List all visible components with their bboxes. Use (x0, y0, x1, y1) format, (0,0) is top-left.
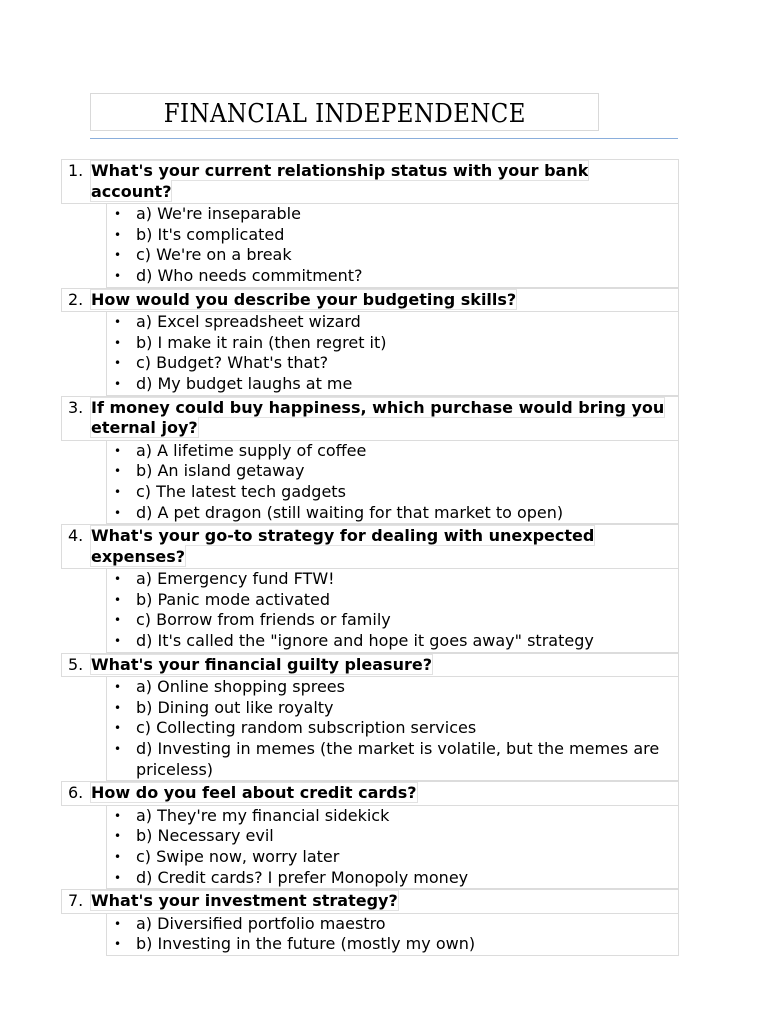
question-2 (61, 288, 679, 396)
question-header (61, 159, 679, 204)
answer-option: • d) A pet dragon (still waiting for that market to open) (114, 502, 564, 522)
bullet-icon: • (114, 592, 122, 607)
question-text: How do you feel about credit cards? (91, 783, 417, 803)
answer-option: • c) The latest tech gadgets (114, 481, 346, 501)
answer-options (106, 441, 679, 524)
answer-option: • d) Who needs commitment? (114, 265, 363, 285)
question-number: 3. (68, 397, 84, 417)
question-header (61, 781, 679, 806)
question-text: What's your financial guilty pleasure? (91, 654, 432, 674)
answer-options (106, 806, 679, 889)
title-box (90, 93, 599, 131)
answer-option: • c) Budget? What's that? (114, 353, 329, 373)
page-title: FINANCIAL INDEPENDENCE (163, 99, 526, 129)
bullet-icon: • (114, 680, 122, 695)
question-7 (61, 889, 679, 956)
question-number: 5. (68, 654, 84, 674)
question-text: What's your investment strategy? (91, 891, 398, 911)
bullet-icon: • (114, 634, 122, 649)
answer-options (106, 569, 679, 652)
answer-option: • b) It's complicated (114, 224, 285, 244)
answer-option: • d) My budget laughs at me (114, 373, 353, 393)
bullet-icon: • (114, 721, 122, 736)
bullet-icon: • (114, 376, 122, 391)
answer-option: • b) Investing in the future (mostly my own) (114, 934, 476, 954)
bullet-icon: • (114, 700, 122, 715)
answer-option: • c) We're on a break (114, 245, 292, 265)
question-number: 7. (68, 891, 84, 911)
answer-options (106, 914, 679, 956)
bullet-icon: • (114, 335, 122, 350)
bullet-icon: • (114, 227, 122, 242)
answer-options (106, 677, 679, 781)
question-header (61, 653, 679, 678)
answer-option: • a) Excel spreadsheet wizard (114, 312, 361, 332)
bullet-icon: • (114, 268, 122, 283)
question-6 (61, 781, 679, 889)
question-number: 6. (68, 783, 84, 803)
bullet-icon: • (114, 464, 122, 479)
bullet-icon: • (114, 315, 122, 330)
question-number: 4. (68, 526, 84, 546)
question-5 (61, 653, 679, 782)
answer-option: • a) Online shopping sprees (114, 677, 345, 697)
bullet-icon: • (114, 742, 122, 757)
answer-option: • d) Credit cards? I prefer Monopoly money (114, 867, 469, 887)
bullet-icon: • (114, 505, 122, 520)
answer-option: • c) Collecting random subscription services (114, 718, 477, 738)
question-header (61, 396, 679, 441)
question-number: 2. (68, 289, 84, 309)
bullet-icon: • (114, 937, 122, 952)
question-text: What's your current relationship status with your bank account? (91, 161, 589, 201)
answer-option: • d) Investing in memes (the market is volatile, but the memes are priceless) (114, 739, 660, 779)
bullet-icon: • (114, 356, 122, 371)
answer-option: • d) It's called the "ignore and hope it goes away" strategy (114, 631, 594, 651)
question-header (61, 889, 679, 914)
answer-option: • b) I make it rain (then regret it) (114, 332, 387, 352)
bullet-icon: • (114, 572, 122, 587)
quiz-list (61, 159, 679, 956)
answer-option: • b) Panic mode activated (114, 589, 331, 609)
answer-option: • a) We're inseparable (114, 204, 301, 224)
question-text: If money could buy happiness, which purchase would bring you eternal joy? (91, 397, 665, 438)
bullet-icon: • (114, 850, 122, 864)
question-text: How would you describe your budgeting skills? (91, 289, 517, 309)
bullet-icon: • (114, 484, 122, 499)
answer-option: • a) Emergency fund FTW! (114, 569, 335, 589)
answer-option: • c) Swipe now, worry later (114, 847, 340, 866)
answer-options (106, 312, 679, 395)
bullet-icon: • (114, 916, 122, 931)
question-number: 1. (68, 161, 84, 180)
answer-option: • b) Dining out like royalty (114, 697, 334, 717)
question-1 (61, 159, 679, 288)
bullet-icon: • (114, 613, 122, 628)
answer-option: • a) They're my financial sidekick (114, 805, 390, 825)
question-header (61, 524, 679, 569)
bullet-icon: • (114, 829, 122, 844)
bullet-icon: • (114, 870, 122, 885)
answer-option: • b) Necessary evil (114, 826, 274, 846)
bullet-icon: • (114, 207, 122, 222)
question-4 (61, 524, 679, 653)
answer-option: • a) A lifetime supply of coffee (114, 440, 367, 460)
answer-option: • a) Diversified portfolio maestro (114, 913, 386, 933)
question-3 (61, 396, 679, 525)
bullet-icon: • (114, 248, 122, 263)
bullet-icon: • (114, 808, 122, 823)
answer-option: • c) Borrow from friends or family (114, 610, 391, 630)
title-underline (90, 138, 678, 139)
question-text: What's your go-to strategy for dealing with unexpected expenses? (91, 526, 595, 566)
question-header (61, 288, 679, 313)
answer-options (106, 204, 679, 287)
bullet-icon: • (114, 443, 122, 458)
answer-option: • b) An island getaway (114, 461, 305, 481)
